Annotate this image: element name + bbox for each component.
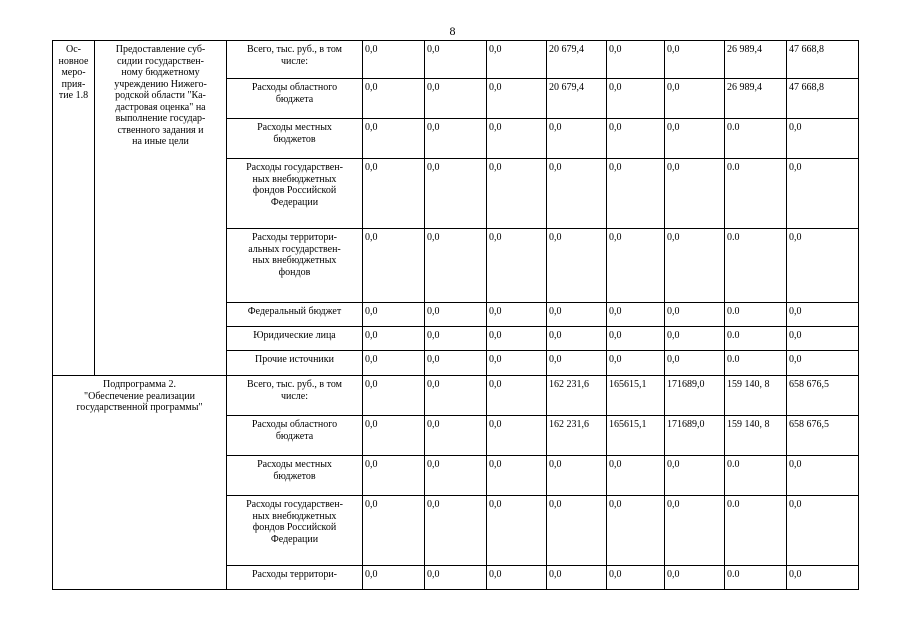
value-cell: 0,0 <box>547 327 607 351</box>
value-cell: 0,0 <box>787 229 859 303</box>
value-cell: 0,0 <box>665 41 725 79</box>
value-cell: 0,0 <box>665 79 725 119</box>
table-row <box>53 41 859 79</box>
value-cell: 0,0 <box>665 456 725 496</box>
value-cell: 0.0 <box>725 566 787 590</box>
value-cell: 0,0 <box>425 79 487 119</box>
value-cell: 0.0 <box>725 303 787 327</box>
value-cell: 0,0 <box>607 351 665 376</box>
value-cell: 0,0 <box>547 456 607 496</box>
funding-source: Расходы территори- альных государствен- ных внебюджетных фондов <box>227 229 363 303</box>
funding-source: Расходы местных бюджетов <box>227 119 363 159</box>
value-cell: 0,0 <box>425 376 487 416</box>
value-cell: 0,0 <box>787 303 859 327</box>
value-cell: 0,0 <box>665 496 725 566</box>
value-cell: 0.0 <box>725 327 787 351</box>
value-cell: 0,0 <box>665 566 725 590</box>
value-cell: 0,0 <box>607 496 665 566</box>
table-row <box>53 376 859 416</box>
value-cell: 0,0 <box>665 229 725 303</box>
funding-source: Расходы местных бюджетов <box>227 456 363 496</box>
value-cell: 0,0 <box>487 41 547 79</box>
value-cell: 0,0 <box>547 229 607 303</box>
subprogram-title: Подпрограмма 2. "Обеспечение реализации государственной программы" <box>53 376 227 590</box>
value-cell: 0,0 <box>487 119 547 159</box>
value-cell: 20 679,4 <box>547 79 607 119</box>
value-cell: 0,0 <box>425 566 487 590</box>
value-cell: 0,0 <box>363 351 425 376</box>
value-cell: 0,0 <box>487 351 547 376</box>
value-cell: 0,0 <box>607 79 665 119</box>
value-cell: 0.0 <box>725 456 787 496</box>
value-cell: 0,0 <box>547 351 607 376</box>
value-cell: 0,0 <box>665 119 725 159</box>
activity-code: Ос- новное меро- прия- тие 1.8 <box>53 41 95 376</box>
value-cell: 47 668,8 <box>787 79 859 119</box>
value-cell: 0,0 <box>787 566 859 590</box>
value-cell: 0,0 <box>487 416 547 456</box>
funding-source: Юридические лица <box>227 327 363 351</box>
value-cell: 0,0 <box>425 456 487 496</box>
value-cell: 0,0 <box>607 566 665 590</box>
funding-source: Всего, тыс. руб., в том числе: <box>227 41 363 79</box>
value-cell: 0,0 <box>787 327 859 351</box>
value-cell: 0,0 <box>363 79 425 119</box>
value-cell: 0,0 <box>425 327 487 351</box>
value-cell: 0,0 <box>547 496 607 566</box>
value-cell: 26 989,4 <box>725 41 787 79</box>
value-cell: 26 989,4 <box>725 79 787 119</box>
value-cell: 0,0 <box>547 303 607 327</box>
value-cell: 0,0 <box>425 496 487 566</box>
value-cell: 162 231,6 <box>547 416 607 456</box>
value-cell: 0,0 <box>487 159 547 229</box>
funding-source: Расходы областного бюджета <box>227 79 363 119</box>
value-cell: 0,0 <box>607 229 665 303</box>
funding-source: Расходы областного бюджета <box>227 416 363 456</box>
value-cell: 0,0 <box>425 41 487 79</box>
value-cell: 0,0 <box>425 303 487 327</box>
value-cell: 0,0 <box>665 327 725 351</box>
value-cell: 0,0 <box>665 303 725 327</box>
value-cell: 171689,0 <box>665 376 725 416</box>
value-cell: 0,0 <box>787 456 859 496</box>
funding-source: Всего, тыс. руб., в том числе: <box>227 376 363 416</box>
value-cell: 0.0 <box>725 159 787 229</box>
value-cell: 165615,1 <box>607 376 665 416</box>
value-cell: 0,0 <box>363 566 425 590</box>
value-cell: 0,0 <box>425 351 487 376</box>
value-cell: 0,0 <box>607 456 665 496</box>
value-cell: 0.0 <box>725 229 787 303</box>
value-cell: 0,0 <box>487 79 547 119</box>
value-cell: 0,0 <box>487 566 547 590</box>
value-cell: 0,0 <box>363 416 425 456</box>
value-cell: 0,0 <box>425 416 487 456</box>
value-cell: 0.0 <box>725 496 787 566</box>
funding-source: Расходы государствен- ных внебюджетных фондов Российской Федерации <box>227 159 363 229</box>
value-cell: 658 676,5 <box>787 376 859 416</box>
value-cell: 0,0 <box>787 351 859 376</box>
value-cell: 171689,0 <box>665 416 725 456</box>
value-cell: 0,0 <box>363 456 425 496</box>
value-cell: 0,0 <box>607 159 665 229</box>
value-cell: 159 140, 8 <box>725 376 787 416</box>
value-cell: 0,0 <box>363 303 425 327</box>
value-cell: 0,0 <box>487 456 547 496</box>
value-cell: 0,0 <box>363 327 425 351</box>
value-cell: 0,0 <box>787 496 859 566</box>
value-cell: 0,0 <box>787 119 859 159</box>
value-cell: 0,0 <box>547 119 607 159</box>
value-cell: 0,0 <box>363 41 425 79</box>
value-cell: 165615,1 <box>607 416 665 456</box>
value-cell: 0,0 <box>363 159 425 229</box>
value-cell: 0,0 <box>787 159 859 229</box>
value-cell: 0,0 <box>425 159 487 229</box>
value-cell: 0,0 <box>363 229 425 303</box>
value-cell: 0,0 <box>607 119 665 159</box>
value-cell: 0.0 <box>725 351 787 376</box>
value-cell: 0.0 <box>725 119 787 159</box>
value-cell: 0,0 <box>487 376 547 416</box>
activity-name: Предоставление суб- сидии государствен- ному бюджетному учреждению Нижего- родской области "Ка- дастровая оценка" на выполнение государ- ственного задания и на иные цели <box>95 41 227 376</box>
value-cell: 47 668,8 <box>787 41 859 79</box>
value-cell: 0,0 <box>425 119 487 159</box>
value-cell: 159 140, 8 <box>725 416 787 456</box>
value-cell: 20 679,4 <box>547 41 607 79</box>
funding-source: Расходы территори- <box>227 566 363 590</box>
value-cell: 0,0 <box>665 351 725 376</box>
value-cell: 162 231,6 <box>547 376 607 416</box>
funding-source: Расходы государствен- ных внебюджетных фондов Российской Федерации <box>227 496 363 566</box>
value-cell: 658 676,5 <box>787 416 859 456</box>
value-cell: 0,0 <box>425 229 487 303</box>
funding-source: Федеральный бюджет <box>227 303 363 327</box>
value-cell: 0,0 <box>487 327 547 351</box>
value-cell: 0,0 <box>547 566 607 590</box>
value-cell: 0,0 <box>487 496 547 566</box>
value-cell: 0,0 <box>363 496 425 566</box>
value-cell: 0,0 <box>607 303 665 327</box>
value-cell: 0,0 <box>363 376 425 416</box>
value-cell: 0,0 <box>665 159 725 229</box>
funding-source: Прочие источники <box>227 351 363 376</box>
value-cell: 0,0 <box>607 327 665 351</box>
value-cell: 0,0 <box>607 41 665 79</box>
value-cell: 0,0 <box>487 303 547 327</box>
page-number: 8 <box>449 24 456 38</box>
value-cell: 0,0 <box>487 229 547 303</box>
value-cell: 0,0 <box>547 159 607 229</box>
value-cell: 0,0 <box>363 119 425 159</box>
budget-table <box>52 40 859 590</box>
